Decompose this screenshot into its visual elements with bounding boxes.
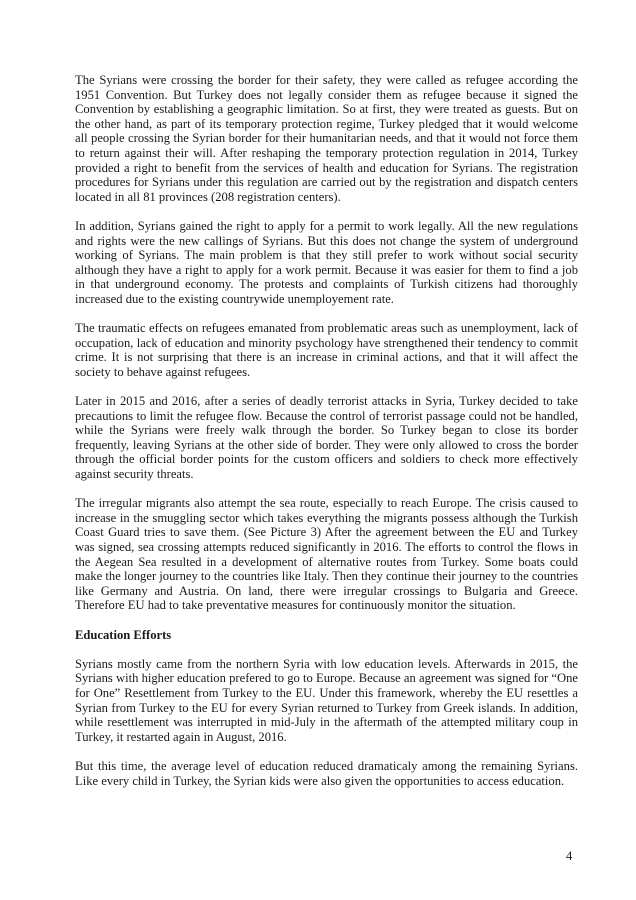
paragraph-education-access: But this time, the average level of education reduced dramaticaly among the remaining Syrians. Like every child in Turkey, the Syrian kids were also given the opportunities to access education. <box>75 758 578 788</box>
paragraph-work-permit: In addition, Syrians gained the right to apply for a permit to work legally. All the new regulations and rights were the new callings of Syrians. But this does not change the system of underground working of Syrians. The main problem is that they still prefer to work without social security although they have a right to apply for a work permit. Because it was easier for them to find a job in that underground economy. The protests and complaints of Turkish citizens had thoroughly increased due to the existing countrywide unemployement rate. <box>75 218 578 306</box>
paragraph-traumatic-effects: The traumatic effects on refugees emanated from problematic areas such as unemployment, lack of occupation, lack of education and minority psychology have strengthened their tendency to commit crime. It is not surprising that there is an increase in criminal actions, and that it will affect the society to behave against refugees. <box>75 321 578 379</box>
page-number: 4 <box>566 849 573 863</box>
paragraph-temporary-protection: The Syrians were crossing the border for their safety, they were called as refugee according the 1951 Convention. But Turkey does not legally consider them as refugee because it signed the Convention by establishing a geographic limitation. So at first, they were treated as guests. But on the other hand, as part of its temporary protection regime, Turkey pledged that it would welcome all people crossing the Syrian border for their humanitarian needs, and that it would not force them to return against their will. After reshaping the temporary protection regulation in 2014, Turkey provided a right to benefit from the services of health and education for Syrians. The registration procedures for Syrians under this regulation are carried out by the registration and dispatch centers located in all 81 provinces (208 registration centers). <box>75 73 578 204</box>
paragraph-sea-route: The irregular migrants also attempt the sea route, especially to reach Europe. The crisis caused to increase in the smuggling sector which takes everything the migrants possess although the Turkish Coast Guard tries to save them. (See Picture 3) After the agreement between the EU and Turkey was signed, sea crossing attempts reduced significantly in 2016. The efforts to control the flows in the Aegean Sea resulted in a development of alternative routes from Turkey. Some boats could make the longer journey to the countries like Italy. Then they continue their journey to the countries like Germany and Austria. On land, there were irregular crossings to Bulgaria and Greece. Therefore EU had to take preventative measures for continuously monitor the situation. <box>75 496 578 613</box>
document-page <box>75 73 578 803</box>
paragraph-border-precautions: Later in 2015 and 2016, after a series of deadly terrorist attacks in Syria, Turkey decided to take precautions to limit the refugee flow. Because the control of terrorist passage could not be handled, while the Syrians were freely walk through the border. So Turkey began to close its border frequently, leaving Syrians at the other side of border. They were only allowed to cross the border through the official border points for the custom officers and soldiers to check more effectively against security threats. <box>75 394 578 482</box>
paragraph-education-levels: Syrians mostly came from the northern Syria with low education levels. Afterwards in 2015, the Syrians with higher education prefered to go to Europe. Because an agreement was signed for “One for One” Resettlement from Turkey to the EU. Under this framework, whereby the EU resettles a Syrian from Turkey to the EU for every Syrian returned to Turkey from Greek islands. In addition, while resettlement was interrupted in mid-July in the aftermath of the attempted military coup in Turkey, it restarted again in August, 2016. <box>75 656 578 744</box>
section-heading-education-efforts: Education Efforts <box>75 627 172 642</box>
